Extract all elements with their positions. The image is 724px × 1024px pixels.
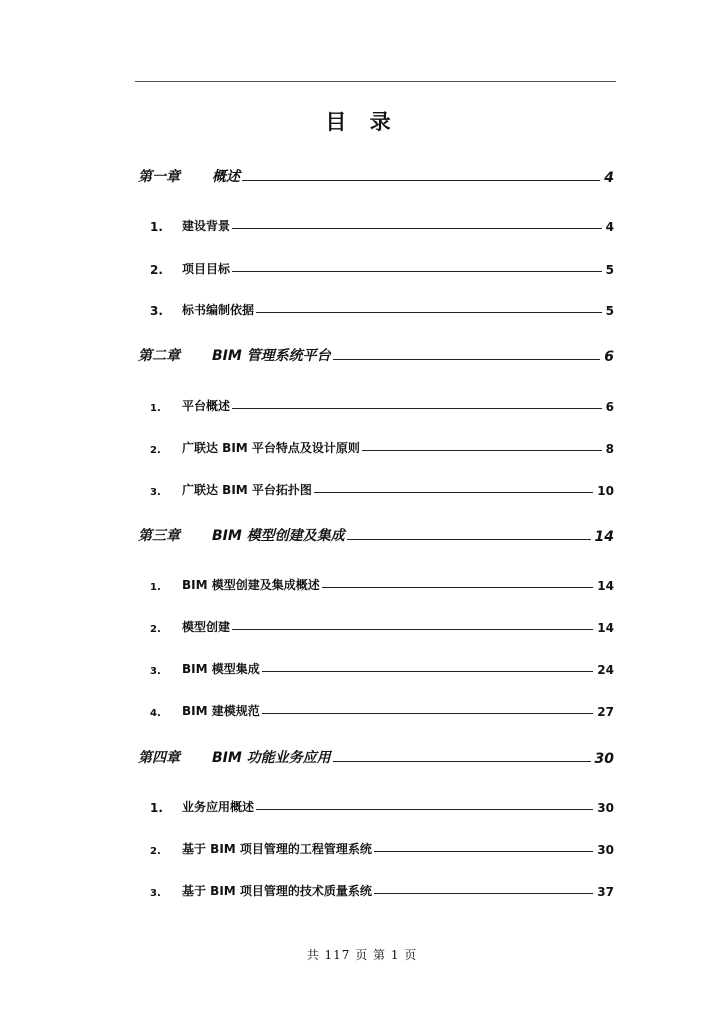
toc-section-entry[interactable] xyxy=(150,571,614,593)
page-number: 27 xyxy=(597,705,614,719)
toc-section-entry[interactable] xyxy=(150,255,614,277)
page-number: 24 xyxy=(597,663,614,677)
leader-line xyxy=(347,539,591,540)
page-number: 30 xyxy=(597,801,614,815)
page-number: 5 xyxy=(605,304,614,318)
leader-line xyxy=(322,587,594,588)
section-number: 1. xyxy=(150,220,163,234)
chapter-label: 第一章 xyxy=(138,169,180,185)
toc-chapter-entry[interactable] xyxy=(138,343,614,365)
page-number: 30 xyxy=(597,843,614,857)
section-number: 3. xyxy=(150,304,163,318)
entry-title: BIM 模型创建及集成概述 xyxy=(182,578,320,592)
page-number: 14 xyxy=(594,529,614,545)
section-number: 2. xyxy=(150,263,163,277)
chapter-label: 第三章 xyxy=(138,528,180,544)
leader-line xyxy=(333,359,601,360)
section-number: 2. xyxy=(150,846,161,857)
leader-line xyxy=(374,893,593,894)
page-title: 目 录 xyxy=(325,110,399,134)
entry-title: BIM 管理系统平台 xyxy=(212,348,331,364)
entry-title: BIM 模型创建及集成 xyxy=(212,528,345,544)
page-number: 6 xyxy=(604,349,614,365)
leader-line xyxy=(362,450,602,451)
section-number: 1. xyxy=(150,582,161,593)
page-number: 8 xyxy=(605,442,614,456)
toc-section-entry[interactable] xyxy=(150,835,614,857)
section-number: 3. xyxy=(150,487,161,498)
leader-line xyxy=(333,761,591,762)
toc-chapter-entry[interactable] xyxy=(138,745,614,767)
toc-chapter-entry[interactable] xyxy=(138,164,614,186)
section-number: 1. xyxy=(150,801,163,815)
page-number: 10 xyxy=(597,484,614,498)
leader-line xyxy=(232,271,602,272)
page-number: 37 xyxy=(597,885,614,899)
leader-line xyxy=(374,851,593,852)
leader-line xyxy=(232,629,593,630)
leader-line xyxy=(262,713,594,714)
toc-section-entry[interactable] xyxy=(150,655,614,677)
entry-title: BIM 模型集成 xyxy=(182,662,260,676)
page-number: 30 xyxy=(594,751,614,767)
entry-title: 模型创建 xyxy=(182,620,231,634)
section-number: 4. xyxy=(150,708,161,719)
page-number: 4 xyxy=(605,220,614,234)
section-number: 2. xyxy=(150,624,161,635)
page-number: 6 xyxy=(605,400,614,414)
leader-line xyxy=(262,671,594,672)
entry-title: BIM 功能业务应用 xyxy=(212,750,331,766)
entry-title: 概述 xyxy=(212,169,240,185)
toc-section-entry[interactable] xyxy=(150,392,614,414)
page-number: 14 xyxy=(597,621,614,635)
entry-title: BIM 建模规范 xyxy=(182,704,260,718)
chapter-label: 第二章 xyxy=(138,348,180,364)
toc-section-entry[interactable] xyxy=(150,613,614,635)
leader-line xyxy=(232,408,602,409)
toc-section-entry[interactable] xyxy=(150,877,614,899)
page-footer: 共 117 页 第 1 页 xyxy=(306,948,418,962)
entry-title: 平台概述 xyxy=(182,399,231,413)
entry-title: 标书编制依据 xyxy=(182,303,255,317)
entry-title: 建设背景 xyxy=(182,219,231,233)
leader-line xyxy=(242,180,600,181)
toc-section-entry[interactable] xyxy=(150,212,614,234)
toc-section-entry[interactable] xyxy=(150,434,614,456)
section-number: 1. xyxy=(150,403,161,414)
section-number: 3. xyxy=(150,888,161,899)
section-number: 2. xyxy=(150,445,161,456)
entry-title: 项目目标 xyxy=(182,262,231,276)
leader-line xyxy=(232,228,602,229)
leader-line xyxy=(256,809,593,810)
entry-title: 业务应用概述 xyxy=(182,800,255,814)
entry-title: 广联达 BIM 平台拓扑图 xyxy=(182,483,312,497)
page-number: 14 xyxy=(597,579,614,593)
toc-chapter-entry[interactable] xyxy=(138,523,614,545)
toc-section-entry[interactable] xyxy=(150,697,614,719)
entry-title: 基于 BIM 项目管理的技术质量系统 xyxy=(182,884,372,898)
entry-title: 广联达 BIM 平台特点及设计原则 xyxy=(182,441,360,455)
leader-line xyxy=(314,492,593,493)
toc-section-entry[interactable] xyxy=(150,476,614,498)
page-number: 5 xyxy=(605,263,614,277)
entry-title: 基于 BIM 项目管理的工程管理系统 xyxy=(182,842,372,856)
page-number: 4 xyxy=(604,170,614,186)
leader-line xyxy=(256,312,602,313)
toc-section-entry[interactable] xyxy=(150,793,614,815)
chapter-label: 第四章 xyxy=(138,750,180,766)
section-number: 3. xyxy=(150,666,161,677)
toc-section-entry[interactable] xyxy=(150,296,614,318)
